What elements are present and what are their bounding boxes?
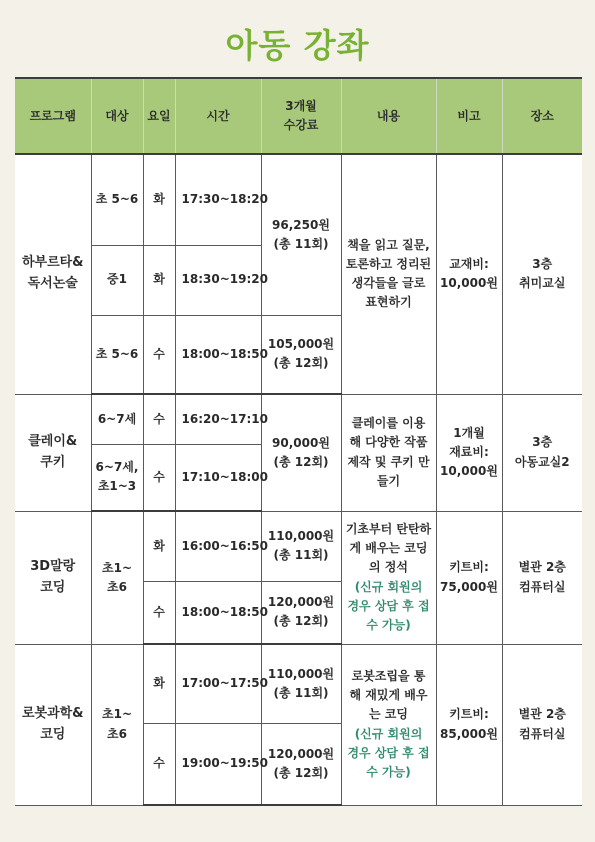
target-cell: 6~7세 — [91, 394, 143, 444]
fee-cell: 105,000원 (총 12회) — [261, 315, 341, 394]
table-row — [15, 394, 582, 444]
header-time: 시간 — [175, 78, 261, 154]
remarks-cell: 키트비: 75,000원 — [436, 511, 502, 644]
time-cell: 16:20~17:10 — [175, 394, 261, 444]
day-cell: 화 — [143, 245, 175, 315]
program-cell: 클레이& 쿠키 — [15, 394, 91, 511]
program-cell: 3D말랑 코딩 — [15, 511, 91, 644]
content-note: (신규 회원의 — [354, 579, 423, 594]
table-row — [15, 154, 582, 245]
remarks-cell: 1개월 재료비: 10,000원 — [436, 394, 502, 511]
program-cell: 로봇과학& 코딩 — [15, 644, 91, 805]
day-cell: 수 — [143, 444, 175, 511]
content-note: 수 가능) — [366, 617, 411, 632]
place-cell: 3층 취미교실 — [502, 154, 582, 394]
remarks-cell: 키트비: 85,000원 — [436, 644, 502, 805]
header-fee: 3개월 수강료 — [261, 78, 341, 154]
day-cell: 화 — [143, 511, 175, 581]
place-cell: 별관 2층 컴퓨터실 — [502, 511, 582, 644]
fee-cell: 96,250원 (총 11회) — [261, 154, 341, 315]
day-cell: 수 — [143, 581, 175, 644]
target-cell: 초 5~6 — [91, 315, 143, 394]
time-cell: 18:00~18:50 — [175, 315, 261, 394]
time-cell: 17:00~17:50 — [175, 644, 261, 723]
header-place: 장소 — [502, 78, 582, 154]
content-cell: 책을 읽고 질문, 토론하고 정리된 생각들을 글로 표현하기 — [341, 154, 436, 394]
target-cell: 초 5~6 — [91, 154, 143, 245]
content-cell: 기초부터 탄탄하 게 배우는 코딩 의 정석 (신규 회원의 경우 상담 후 접 수 가능) — [341, 511, 436, 644]
target-cell: 6~7세, 초1~3 — [91, 444, 143, 511]
time-cell: 16:00~16:50 — [175, 511, 261, 581]
course-schedule-table — [15, 77, 582, 806]
content-note: 경우 상담 후 접 — [347, 598, 430, 613]
header-remarks: 비고 — [436, 78, 502, 154]
header-row — [15, 78, 582, 154]
day-cell: 수 — [143, 723, 175, 805]
target-cell: 중1 — [91, 245, 143, 315]
fee-cell: 110,000원 (총 11회) — [261, 511, 341, 581]
time-cell: 17:10~18:00 — [175, 444, 261, 511]
content-cell: 로봇조립을 통 해 재밌게 배우 는 코딩 (신규 회원의 경우 상담 후 접 수 가능) — [341, 644, 436, 805]
place-cell: 별관 2층 컴퓨터실 — [502, 644, 582, 805]
fee-cell: 120,000원 (총 12회) — [261, 723, 341, 805]
fee-cell: 120,000원 (총 12회) — [261, 581, 341, 644]
content-cell: 클레이를 이용 해 다양한 작품 제작 및 쿠키 만 들기 — [341, 394, 436, 511]
day-cell: 수 — [143, 394, 175, 444]
header-day: 요일 — [143, 78, 175, 154]
page-title: 아동 강좌 — [225, 26, 370, 65]
header-target: 대상 — [91, 78, 143, 154]
target-cell: 초1~ 초6 — [91, 644, 143, 805]
table-row — [15, 644, 582, 723]
target-cell: 초1~ 초6 — [91, 511, 143, 644]
header-content: 내용 — [341, 78, 436, 154]
content-note: (신규 회원의 — [354, 726, 423, 741]
header-program: 프로그램 — [15, 78, 91, 154]
fee-cell: 110,000원 (총 11회) — [261, 644, 341, 723]
program-cell: 하부르타& 독서논술 — [15, 154, 91, 394]
time-cell: 19:00~19:50 — [175, 723, 261, 805]
content-note: 경우 상담 후 접 — [347, 745, 430, 760]
fee-cell: 90,000원 (총 12회) — [261, 394, 341, 511]
table-row — [15, 511, 582, 581]
content-note: 수 가능) — [366, 764, 411, 779]
time-cell: 17:30~18:20 — [175, 154, 261, 245]
day-cell: 화 — [143, 644, 175, 723]
time-cell: 18:30~19:20 — [175, 245, 261, 315]
time-cell: 18:00~18:50 — [175, 581, 261, 644]
day-cell: 화 — [143, 154, 175, 245]
remarks-cell: 교재비: 10,000원 — [436, 154, 502, 394]
day-cell: 수 — [143, 315, 175, 394]
place-cell: 3층 아동교실2 — [502, 394, 582, 511]
